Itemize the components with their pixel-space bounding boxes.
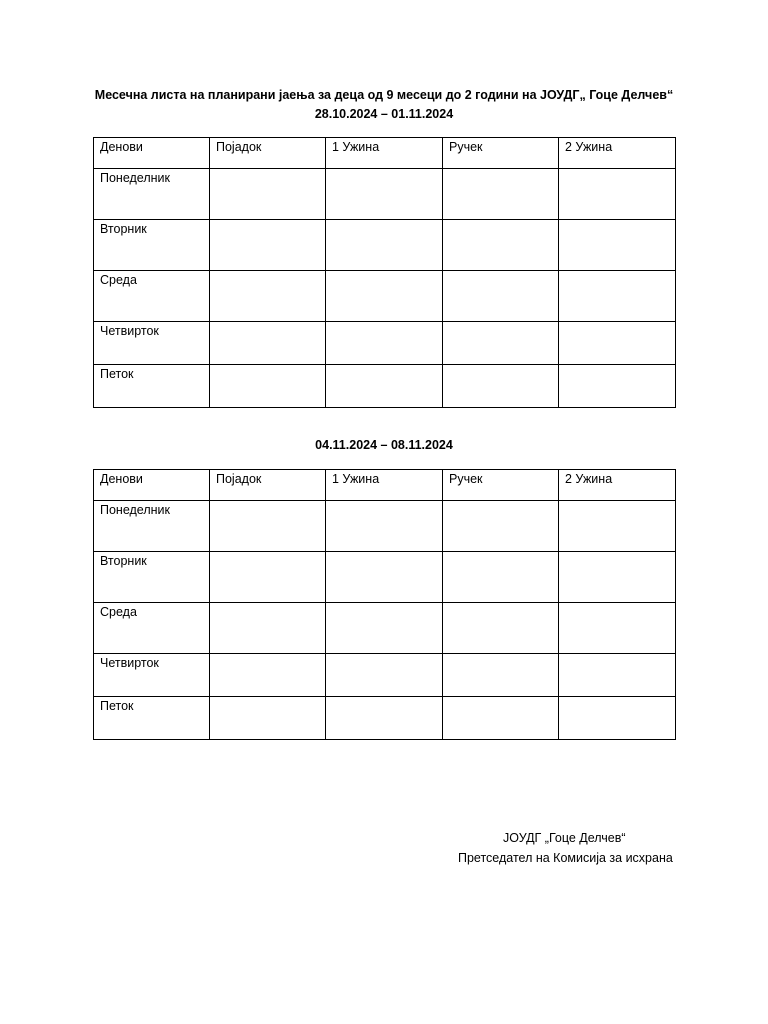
meal-cell	[443, 271, 559, 322]
table-row	[94, 322, 676, 365]
day-label: Петок	[94, 697, 210, 740]
meal-cell	[210, 603, 326, 654]
day-label: Понеделник	[94, 501, 210, 552]
header-days: Денови	[94, 470, 210, 501]
meal-cell	[559, 697, 676, 740]
table-header-row	[94, 470, 676, 501]
day-label: Вторник	[94, 552, 210, 603]
table-row	[94, 169, 676, 220]
table-row	[94, 365, 676, 408]
header-snack-2: 2 Ужина	[559, 138, 676, 169]
meal-cell	[326, 697, 443, 740]
day-label: Четвирток	[94, 322, 210, 365]
table-row	[94, 654, 676, 697]
meal-cell	[326, 271, 443, 322]
meal-cell	[210, 654, 326, 697]
week1-date-range: 28.10.2024 – 01.11.2024	[314, 107, 454, 121]
header-lunch: Ручек	[443, 470, 559, 501]
table-row	[94, 501, 676, 552]
meal-cell	[443, 603, 559, 654]
meal-cell	[559, 169, 676, 220]
meal-cell	[326, 501, 443, 552]
meal-cell	[210, 697, 326, 740]
day-label: Среда	[94, 271, 210, 322]
document-title: Месечна листа на планирани јаења за деца од 9 месеци до 2 години на ЈОУДГ„ Гоце Делчев“	[94, 88, 674, 102]
meal-cell	[443, 501, 559, 552]
day-label: Петок	[94, 365, 210, 408]
table-row	[94, 220, 676, 271]
table-header-row	[94, 138, 676, 169]
meal-cell	[443, 552, 559, 603]
week2-date-range: 04.11.2024 – 08.11.2024	[315, 438, 453, 452]
header-snack-1: 1 Ужина	[326, 470, 443, 501]
meal-cell	[559, 322, 676, 365]
meal-cell	[210, 552, 326, 603]
meal-cell	[559, 654, 676, 697]
meal-cell	[326, 365, 443, 408]
meal-cell	[559, 603, 676, 654]
table-row	[94, 697, 676, 740]
meal-cell	[326, 603, 443, 654]
meal-cell	[443, 169, 559, 220]
signature-organization: ЈОУДГ „Гоце Делчев“	[503, 831, 626, 845]
header-days: Денови	[94, 138, 210, 169]
meal-cell	[326, 220, 443, 271]
day-label: Вторник	[94, 220, 210, 271]
meal-cell	[210, 220, 326, 271]
day-label: Понеделник	[94, 169, 210, 220]
meal-cell	[210, 501, 326, 552]
meal-cell	[559, 365, 676, 408]
meal-cell	[210, 365, 326, 408]
meal-cell	[210, 169, 326, 220]
header-lunch: Ручек	[443, 138, 559, 169]
table-row	[94, 603, 676, 654]
meal-cell	[559, 220, 676, 271]
header-snack-2: 2 Ужина	[559, 470, 676, 501]
signature-role: Претседател на Комисија за исхрана	[458, 851, 673, 865]
meal-cell	[443, 654, 559, 697]
week2-meal-table	[93, 469, 676, 740]
week1-meal-table	[93, 137, 676, 408]
meal-cell	[210, 322, 326, 365]
meal-cell	[326, 322, 443, 365]
meal-cell	[559, 501, 676, 552]
meal-cell	[326, 552, 443, 603]
meal-cell	[443, 322, 559, 365]
day-label: Четвирток	[94, 654, 210, 697]
meal-cell	[326, 654, 443, 697]
header-breakfast: Појадок	[210, 138, 326, 169]
meal-cell	[210, 271, 326, 322]
meal-cell	[443, 220, 559, 271]
day-label: Среда	[94, 603, 210, 654]
meal-cell	[443, 365, 559, 408]
table-row	[94, 552, 676, 603]
header-snack-1: 1 Ужина	[326, 138, 443, 169]
meal-cell	[443, 697, 559, 740]
meal-cell	[326, 169, 443, 220]
header-breakfast: Појадок	[210, 470, 326, 501]
meal-cell	[559, 271, 676, 322]
table-row	[94, 271, 676, 322]
meal-cell	[559, 552, 676, 603]
